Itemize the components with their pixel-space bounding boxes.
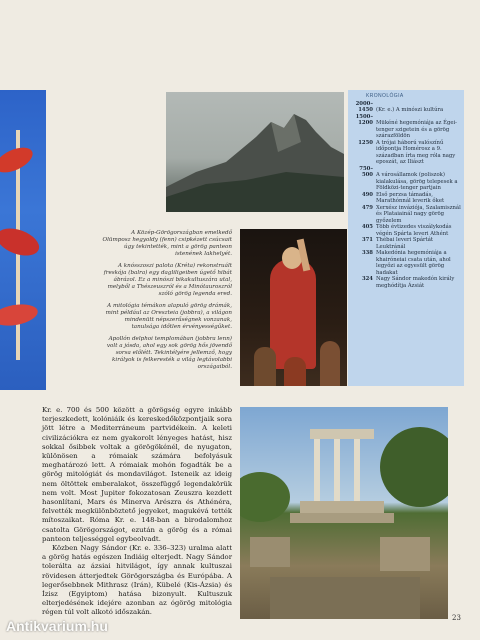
- caption-delphi: Apollón delphoi templomában (jobbra lenn) volt a jósda, ahol egy sok görög hős jövendő sorsa előlétt. Tekintélyére jellemző, hogy királyok is felkeresték a világ legtávolabbi országaiból.: [106, 336, 232, 370]
- chronology-entry: [348, 140, 464, 166]
- knossos-fresco-image: [0, 90, 46, 390]
- page-number: 23: [452, 614, 461, 622]
- chronology-year: 324: [361, 276, 373, 282]
- chronology-year: 405: [361, 224, 373, 230]
- chronology-title: KRONOLÓGIA: [366, 93, 404, 99]
- olympus-mountain-photo: [166, 92, 344, 212]
- chronology-year: 500: [361, 172, 373, 178]
- chronology-entry: [348, 237, 464, 250]
- chronology-entry: [348, 250, 464, 276]
- chronology-text: Xerxész inváziója, Szalamisznál és Plataiainál nagy görög győzelem: [376, 204, 461, 224]
- oresteia-theatre-photo: [240, 229, 347, 386]
- main-article-text: [42, 406, 232, 618]
- chronology-year: 1250: [358, 139, 373, 146]
- delphi-tholos-photo: [240, 407, 448, 619]
- chronology-entry: [348, 192, 464, 205]
- caption-drama: A mitológia témákon alapuló görög drámák, mint például az Oreszteia (jobbra), a világon mindenütt népszerűségnek vonzanak, tanulsága időtlen érvényességűket.: [105, 303, 232, 330]
- chronology-entry: [348, 172, 464, 192]
- chronology-panel: [348, 90, 464, 386]
- chronology-year: 1200: [358, 120, 373, 126]
- chronology-year: 371: [361, 237, 373, 243]
- caption-knossos: A knósszoszi palota (Kréta) rekonstruált freskója (balra) egy dagliligeiben úgető hibát ábrázol. Ez a minószi bikakultuszára utal, melyből a Thészeuszról és a Minótauroszról szóló görög legenda ered.: [103, 263, 232, 297]
- chronology-year: 1450: [358, 107, 373, 113]
- chronology-entry: [348, 276, 464, 289]
- chronology-year: 490: [361, 191, 373, 198]
- chronology-entry: [348, 224, 464, 237]
- chronology-entry: [348, 120, 464, 140]
- watermark-logo: Antikvarium.hu: [6, 618, 108, 634]
- chronology-text: Thébai leveri Spártát Leuktránál: [376, 237, 433, 250]
- chronology-year: 479: [361, 204, 373, 211]
- chronology-entry: [348, 205, 464, 225]
- chronology-text: Több évtizedes viszálykodás végén Spárta leveri Athént: [376, 224, 452, 237]
- chronology-text: A trójai háború valószínű időpontja Homérosz a 9. században írta meg róla nagy eposzát, az Iliászt: [376, 139, 456, 165]
- caption-olympus: A Közép-Görögországban emelkedő Olümposz hegyoldy (fenn) csipkézett csúcsait úgy tekintették, mint a görög panteon istenének lakhelyét.: [102, 230, 232, 257]
- chronology-year: 338: [361, 250, 373, 256]
- chronology-year: 2000–: [355, 100, 373, 107]
- photo-captions: [102, 230, 232, 376]
- chronology-text: A városállamok (poliszok) kialakulása, görög telepesek a Földközi-tenger partjain: [376, 172, 458, 191]
- chronology-text: (Kr. e.) A minószi kultúra: [376, 107, 444, 113]
- chronology-text: Makedónia hegemóniája a khairóneiai csata után, ahol legyőzi az egyesült görög hadakat: [376, 250, 451, 276]
- chronology-year: 750–: [359, 165, 373, 172]
- chronology-year: 1500–: [355, 113, 373, 120]
- chronology-text: Mükéné hegemóniája az Égei-tenger szigetein és a görög szárazföldön: [376, 120, 457, 139]
- chronology-text: Nagy Sándor makedón király meghódítja Ázsiát: [376, 276, 455, 289]
- body-paragraph: Kr. e. 700 és 500 között a görögség egyre inkább terjeszkedett, kolóniáik és kereskedőközpontjaik sora jött létre a Mediterráneum partvidékein. A keleti civilizációkra ez nem gyakorolt lényeges hatást, hisz sokkal ősibbek voltak a görögökénél, de nyugaton, különösen a rómaiak számára befolyásuk meghatározó lett. A rómaiak mohón fogadták be a görög mitológiát és mondavilágot. Isteneik az ideig nem öltöttek emberalakot, összefüggő legendakörük nem volt. Most Jupiter fokozatosan Zeuszra kezdett hasonlítani, Mars és Minerva Arészra és Athénéra, felvették megkülönböztető jegyeket, magukévá tették mítoszaikat. Róma Kr. e. 148-ban a birodalomhoz csatolta Görögországot, ezután a görög és a római panteon teljességgel egybeolvadt.: [42, 406, 232, 543]
- chronology-text: Első perzsa támadás, Marathónnál leverik őket: [376, 191, 445, 204]
- body-paragraph: Közben Nagy Sándor (Kr. e. 336–323) uralma alatt a görög hatás egészen Indiáig elterjedt. Nagy Sándor tolerálta az ázsiai hitvilágot, így annak kultuszai rövidesen átterjedtek Görögországba és Európába. A legerősebbnek Mithrasz (Irán), Kübelé (Kis-Ázsia) és Ízisz (Egyiptom) hatása bizonyult. Kultuszuk elterjedésének idejére azonban az ógörög mitológia régen túl volt alkotó időszakán.: [42, 544, 232, 617]
